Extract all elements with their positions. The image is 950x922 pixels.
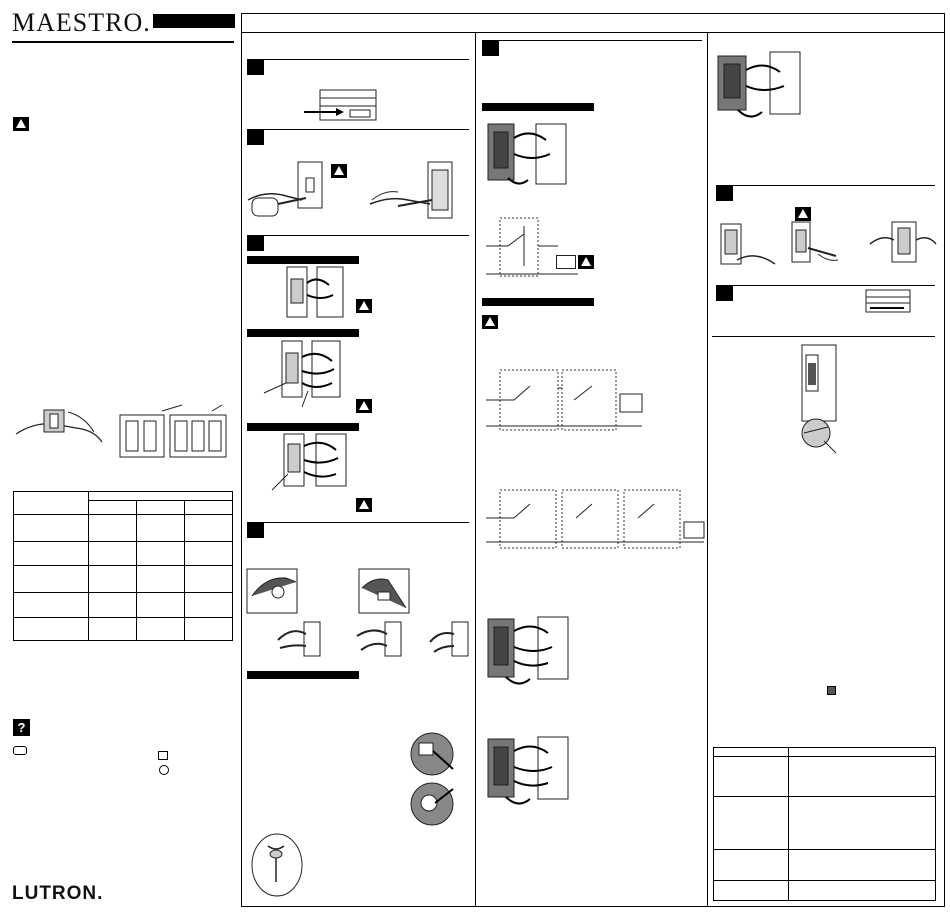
dimmer-operation-illustration bbox=[790, 343, 846, 455]
lutron-logo: LUTRON. bbox=[12, 883, 104, 904]
ganged-dimmers-illustration bbox=[112, 403, 232, 465]
warning-icon bbox=[356, 399, 372, 413]
frame-header-strip bbox=[241, 13, 945, 33]
breaker-panel-illustration bbox=[300, 88, 382, 122]
step-1-marker bbox=[247, 59, 264, 75]
3way-connection-illustration bbox=[484, 613, 580, 693]
twist-wires-illustration bbox=[250, 832, 304, 898]
fax-icon bbox=[158, 751, 168, 760]
maestro-logo: MAESTRO. bbox=[12, 8, 151, 37]
step-5-marker bbox=[482, 40, 499, 56]
phone-icon bbox=[13, 746, 27, 755]
connect-wires-illustration-b bbox=[355, 620, 405, 660]
screw-dimmer-illustration bbox=[788, 220, 840, 270]
strip-wire-illustration-b bbox=[358, 568, 410, 614]
single-pole-connection-illustration bbox=[484, 118, 580, 194]
warning-icon bbox=[578, 255, 594, 269]
strip-wire-illustration-a bbox=[246, 568, 298, 614]
step-3-rule bbox=[264, 235, 469, 236]
step-7-rule bbox=[733, 285, 935, 286]
4way-wiring-illustration bbox=[270, 430, 356, 494]
section-band-single-pole bbox=[247, 256, 359, 264]
section-band-wire-connectors bbox=[247, 671, 359, 679]
remove-wallplate-illustration bbox=[246, 160, 330, 228]
load-box bbox=[556, 255, 576, 269]
warning-icon bbox=[356, 498, 372, 512]
column-divider-2 bbox=[707, 33, 708, 907]
step-3-marker bbox=[247, 235, 264, 251]
connect-wires-illustration-a bbox=[276, 620, 326, 660]
step-4-rule bbox=[264, 522, 469, 523]
4way-connection-illustration bbox=[484, 733, 580, 813]
step-6-marker bbox=[716, 185, 733, 201]
column-divider-1 bbox=[475, 33, 476, 907]
load-derating-table bbox=[13, 491, 233, 641]
remove-switch-illustration bbox=[368, 160, 458, 222]
section-band-3way bbox=[247, 329, 359, 337]
restore-power-illustration bbox=[864, 288, 912, 314]
step-2-rule bbox=[264, 129, 469, 130]
warning-icon bbox=[13, 117, 29, 131]
step-1-rule bbox=[264, 59, 469, 60]
troubleshooting-table bbox=[713, 747, 936, 901]
web-icon bbox=[159, 765, 169, 775]
install-hand-illustration bbox=[14, 402, 104, 450]
mount-dimmer-illustration bbox=[715, 220, 777, 270]
operation-rule bbox=[712, 336, 935, 337]
help-icon: ? bbox=[13, 719, 30, 736]
title-bar bbox=[153, 14, 235, 28]
warning-icon bbox=[795, 207, 811, 221]
section-band-single-pole-connect bbox=[482, 103, 594, 111]
attach-wallplate-illustration bbox=[868, 220, 938, 266]
step-5-rule bbox=[499, 40, 702, 41]
page-icon bbox=[827, 686, 836, 695]
3way-schematic bbox=[484, 368, 644, 434]
warning-icon bbox=[331, 164, 347, 178]
step-6-rule bbox=[733, 185, 935, 186]
section-band-multi-location bbox=[482, 298, 594, 306]
ground-connection-illustration bbox=[714, 48, 810, 124]
wire-nut-illustration-b bbox=[409, 781, 455, 827]
step-7-marker bbox=[716, 285, 733, 301]
warning-icon bbox=[482, 315, 498, 329]
step-2-marker bbox=[247, 129, 264, 145]
step-4-marker bbox=[247, 522, 264, 538]
3way-wiring-illustration bbox=[262, 337, 352, 409]
4way-schematic bbox=[484, 488, 706, 552]
single-pole-wiring-illustration bbox=[277, 265, 347, 321]
warning-icon bbox=[356, 299, 372, 313]
connect-wires-illustration-c bbox=[428, 620, 470, 660]
header-rule bbox=[12, 41, 234, 43]
wire-nut-illustration-a bbox=[409, 731, 455, 777]
